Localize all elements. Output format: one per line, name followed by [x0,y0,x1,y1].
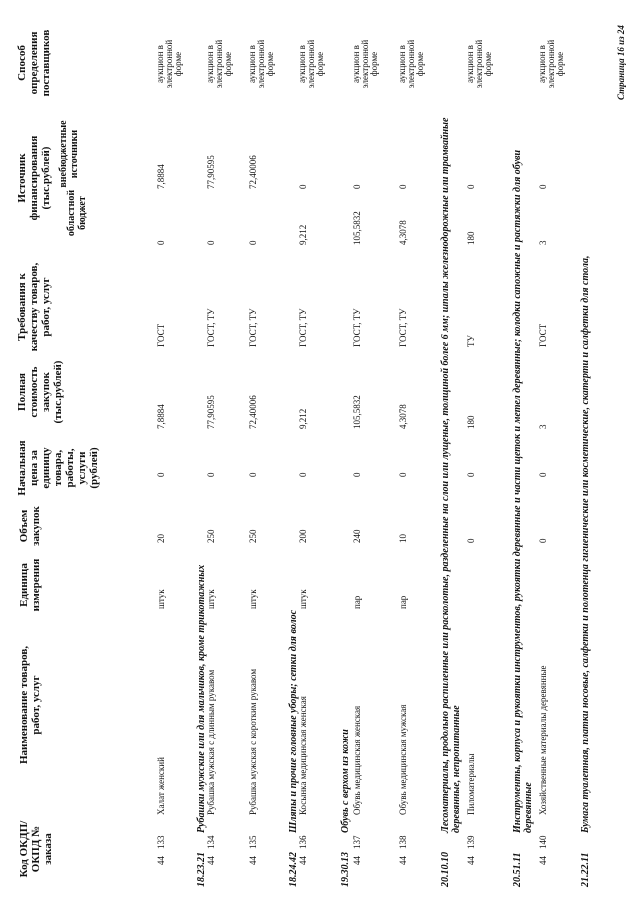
funding-regional-cell: 180 [466,231,476,245]
item-name-cell: Обувь медицинская мужская [398,704,408,815]
item-name-cell: Пиломатериалы [466,753,476,815]
method-cell: аукцион в электронной форме [397,39,425,89]
method-cell: аукцион в электронной форме [297,39,325,89]
method-cell: аукцион в электронной форме [351,39,379,89]
header-method: Способ определения поставщиков [16,29,52,97]
header-unit: Единица измерения [18,558,42,612]
method-cell: аукцион в электронной форме [537,39,565,89]
requirements-cell: ГОСТ, ТУ [352,308,362,347]
order-number-cell: 138 [398,835,408,849]
item-name-cell: Рубашка мужская с коротким рукавом [248,668,258,815]
order-number-cell: 135 [248,835,258,849]
full-cost-cell: 9,212 [298,408,308,429]
full-cost-cell: 180 [466,415,476,429]
funding-regional-cell: 3 [538,240,548,245]
item-name-cell: Обувь медицинская женская [352,705,362,815]
section-title: Обувь с верхом из кожи [340,729,351,833]
order-number-cell: 136 [298,835,308,849]
method-cell: аукцион в электронной форме [247,39,275,89]
funding-regional-cell: 9,212 [298,224,308,245]
unit-cell: штук [298,589,308,609]
order-prefix-cell: 44 [248,856,258,865]
section-code: 18.24.42 [288,852,299,887]
order-prefix-cell: 44 [352,856,362,865]
method-cell: аукцион в электронной форме [155,39,183,89]
funding-offbudget-cell: 7,8884 [156,164,166,189]
requirements-cell: ГОСТ, ТУ [206,308,216,347]
order-prefix-cell: 44 [206,856,216,865]
section-code: 21.22.11 [580,852,591,887]
funding-regional-cell: 105,5832 [352,211,362,245]
volume-cell: 0 [538,538,548,543]
funding-regional-cell: 4,3078 [398,220,408,245]
funding-regional-cell: 0 [156,240,166,245]
section-code: 20.10.10 [440,852,451,887]
funding-offbudget-cell: 72,40006 [248,155,258,189]
header-volume: Объем закупок [18,506,42,546]
full-cost-cell: 4,3078 [398,404,408,429]
requirements-cell: ТУ [466,335,476,347]
full-cost-cell: 105,5832 [352,395,362,429]
price-cell: 0 [156,472,166,477]
volume-cell: 250 [206,529,216,543]
unit-cell: пар [352,595,362,609]
volume-cell: 10 [398,534,408,543]
order-prefix-cell: 44 [298,856,308,865]
funding-offbudget-cell: 0 [352,184,362,189]
funding-offbudget-cell: 0 [398,184,408,189]
header-funding-regional: областной бюджет [66,189,88,237]
full-cost-cell: 77,90595 [206,395,216,429]
funding-offbudget-cell: 0 [298,184,308,189]
header-requirements: Требования к качеству товаров, работ, услуг [16,262,52,352]
header-price: Начальная цена за единицу товара, работы, услуги (рублей) [16,440,100,496]
unit-cell: пар [398,595,408,609]
page-number: Страница 16 из 24 [616,25,626,100]
requirements-cell: ГОСТ [538,323,548,347]
price-cell: 0 [538,472,548,477]
unit-cell: штук [156,589,166,609]
order-number-cell: 134 [206,835,216,849]
price-cell: 0 [398,472,408,477]
section-code: 20.51.11 [512,852,523,887]
header-full-cost: Полная стоимость закупок (тыс.рублей) [16,360,64,424]
section-code: 19.30.13 [340,852,351,887]
order-prefix-cell: 44 [466,856,476,865]
header-funding: Источник финансирования (тыс.рублей) [16,135,52,221]
order-number-cell: 133 [156,835,166,849]
section-title: Шляпы и прочие головные уборы; сетки для волос [288,609,299,833]
item-name-cell: Косынка медицинская женская [298,696,308,815]
volume-cell: 20 [156,534,166,543]
funding-regional-cell: 0 [206,240,216,245]
funding-regional-cell: 0 [248,240,258,245]
header-name: Наименование товаров, работ, услуг [18,645,42,765]
order-number-cell: 140 [538,835,548,849]
method-cell: аукцион в электронной форме [465,39,493,89]
requirements-cell: ГОСТ, ТУ [248,308,258,347]
funding-offbudget-cell: 0 [538,184,548,189]
price-cell: 0 [206,472,216,477]
order-prefix-cell: 44 [538,856,548,865]
item-name-cell: Рубашка мужская с длинным рукавом [206,669,216,815]
header-funding-offbudget: внебюджетные источники [58,120,80,188]
order-number-cell: 139 [466,835,476,849]
price-cell: 0 [352,472,362,477]
section-code: 18.23.21 [196,852,207,887]
section-title: Рубашки мужские или для мальчиков, кроме трикотажных [196,564,207,833]
order-prefix-cell: 44 [398,856,408,865]
unit-cell: штук [248,589,258,609]
funding-offbudget-cell: 77,90595 [206,155,216,189]
requirements-cell: ГОСТ [156,323,166,347]
funding-offbudget-cell: 0 [466,184,476,189]
section-title: Инструменты, корпуса и рукоятки инструментов, рукоятки деревянные и части щеток и метел деревянные; колодки сапожные и растяжки для обуви деревянные [512,149,534,833]
volume-cell: 250 [248,529,258,543]
requirements-cell: ГОСТ, ТУ [298,308,308,347]
full-cost-cell: 7,8884 [156,404,166,429]
order-prefix-cell: 44 [156,856,166,865]
unit-cell: штук [206,589,216,609]
requirements-cell: ГОСТ, ТУ [398,308,408,347]
section-title: Бумага туалетная, платки носовые, салфетки и полотенца гигиенические или косметические, скатерти и салфетки для стола, [580,255,591,833]
order-number-cell: 137 [352,835,362,849]
volume-cell: 200 [298,529,308,543]
section-title: Лесоматериалы, продольно распиленные или расколотые, разделенные на слои или лущеные, толщиной более 6 мм; шпалы железнодорожные или трамвайные деревянные, непропитанные [440,117,462,833]
price-cell: 0 [248,472,258,477]
header-code: Код ОКДП/ ОКПД № заказа [18,820,54,878]
item-name-cell: Хозяйственные материалы деревянные [538,665,548,815]
full-cost-cell: 72,40006 [248,395,258,429]
volume-cell: 240 [352,529,362,543]
item-name-cell: Халат женский [156,757,166,815]
volume-cell: 0 [466,538,476,543]
method-cell: аукцион в электронной форме [205,39,233,89]
price-cell: 0 [298,472,308,477]
full-cost-cell: 3 [538,424,548,429]
price-cell: 0 [466,472,476,477]
